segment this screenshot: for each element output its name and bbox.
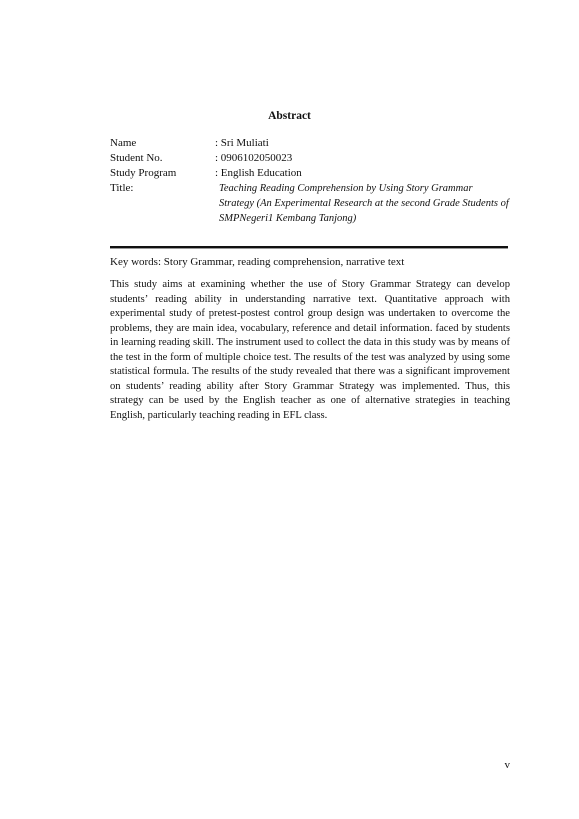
- student-no-row: [110, 151, 510, 166]
- study-program-label: Study Program: [110, 167, 177, 179]
- title-row: [110, 181, 510, 226]
- name-row: [110, 136, 510, 151]
- thesis-title: Teaching Reading Comprehension by Using Story Grammar Strategy (An Experimental Research at the second Grade Students of SMPNegeri1 Kembang Tanjong): [219, 183, 509, 224]
- name-value: : Sri Muliati: [215, 137, 269, 149]
- name-label: Name: [110, 137, 137, 149]
- divider-shadow: [110, 248, 508, 249]
- page-number: v: [504, 759, 510, 771]
- keywords-line: Key words: Story Grammar, reading comprehension, narrative text: [110, 256, 405, 268]
- abstract-heading: Abstract: [268, 110, 311, 122]
- study-program-row: [110, 166, 510, 181]
- metadata-block: [110, 136, 510, 226]
- student-no-label: Student No.: [110, 152, 163, 164]
- student-no-value: : 0906102050023: [215, 152, 293, 164]
- title-label: Title:: [110, 182, 134, 194]
- study-program-value: : English Education: [215, 167, 302, 179]
- abstract-body: This study aims at examining whether the use of Story Grammar Strategy can develop students’ reading ability in understanding narrative text. Quantitative approach with experimental study of pretest-postest control group design was undertaken to overcome the problems, they are main idea, vocabulary, reference and detail information. faced by students in learning reading skill. The instrument used to collect the data in this study was by means of the test in the form of multiple choice test. The results of the test was analyzed by using some statistical formula. The results of the study revealed that there was a significant improvement on students’ reading ability after Story Grammar Strategy was implemented. Thus, this strategy can be used by the English teacher as one of alternative strategies in teaching English, particularly teaching reading in EFL class.: [110, 279, 510, 421]
